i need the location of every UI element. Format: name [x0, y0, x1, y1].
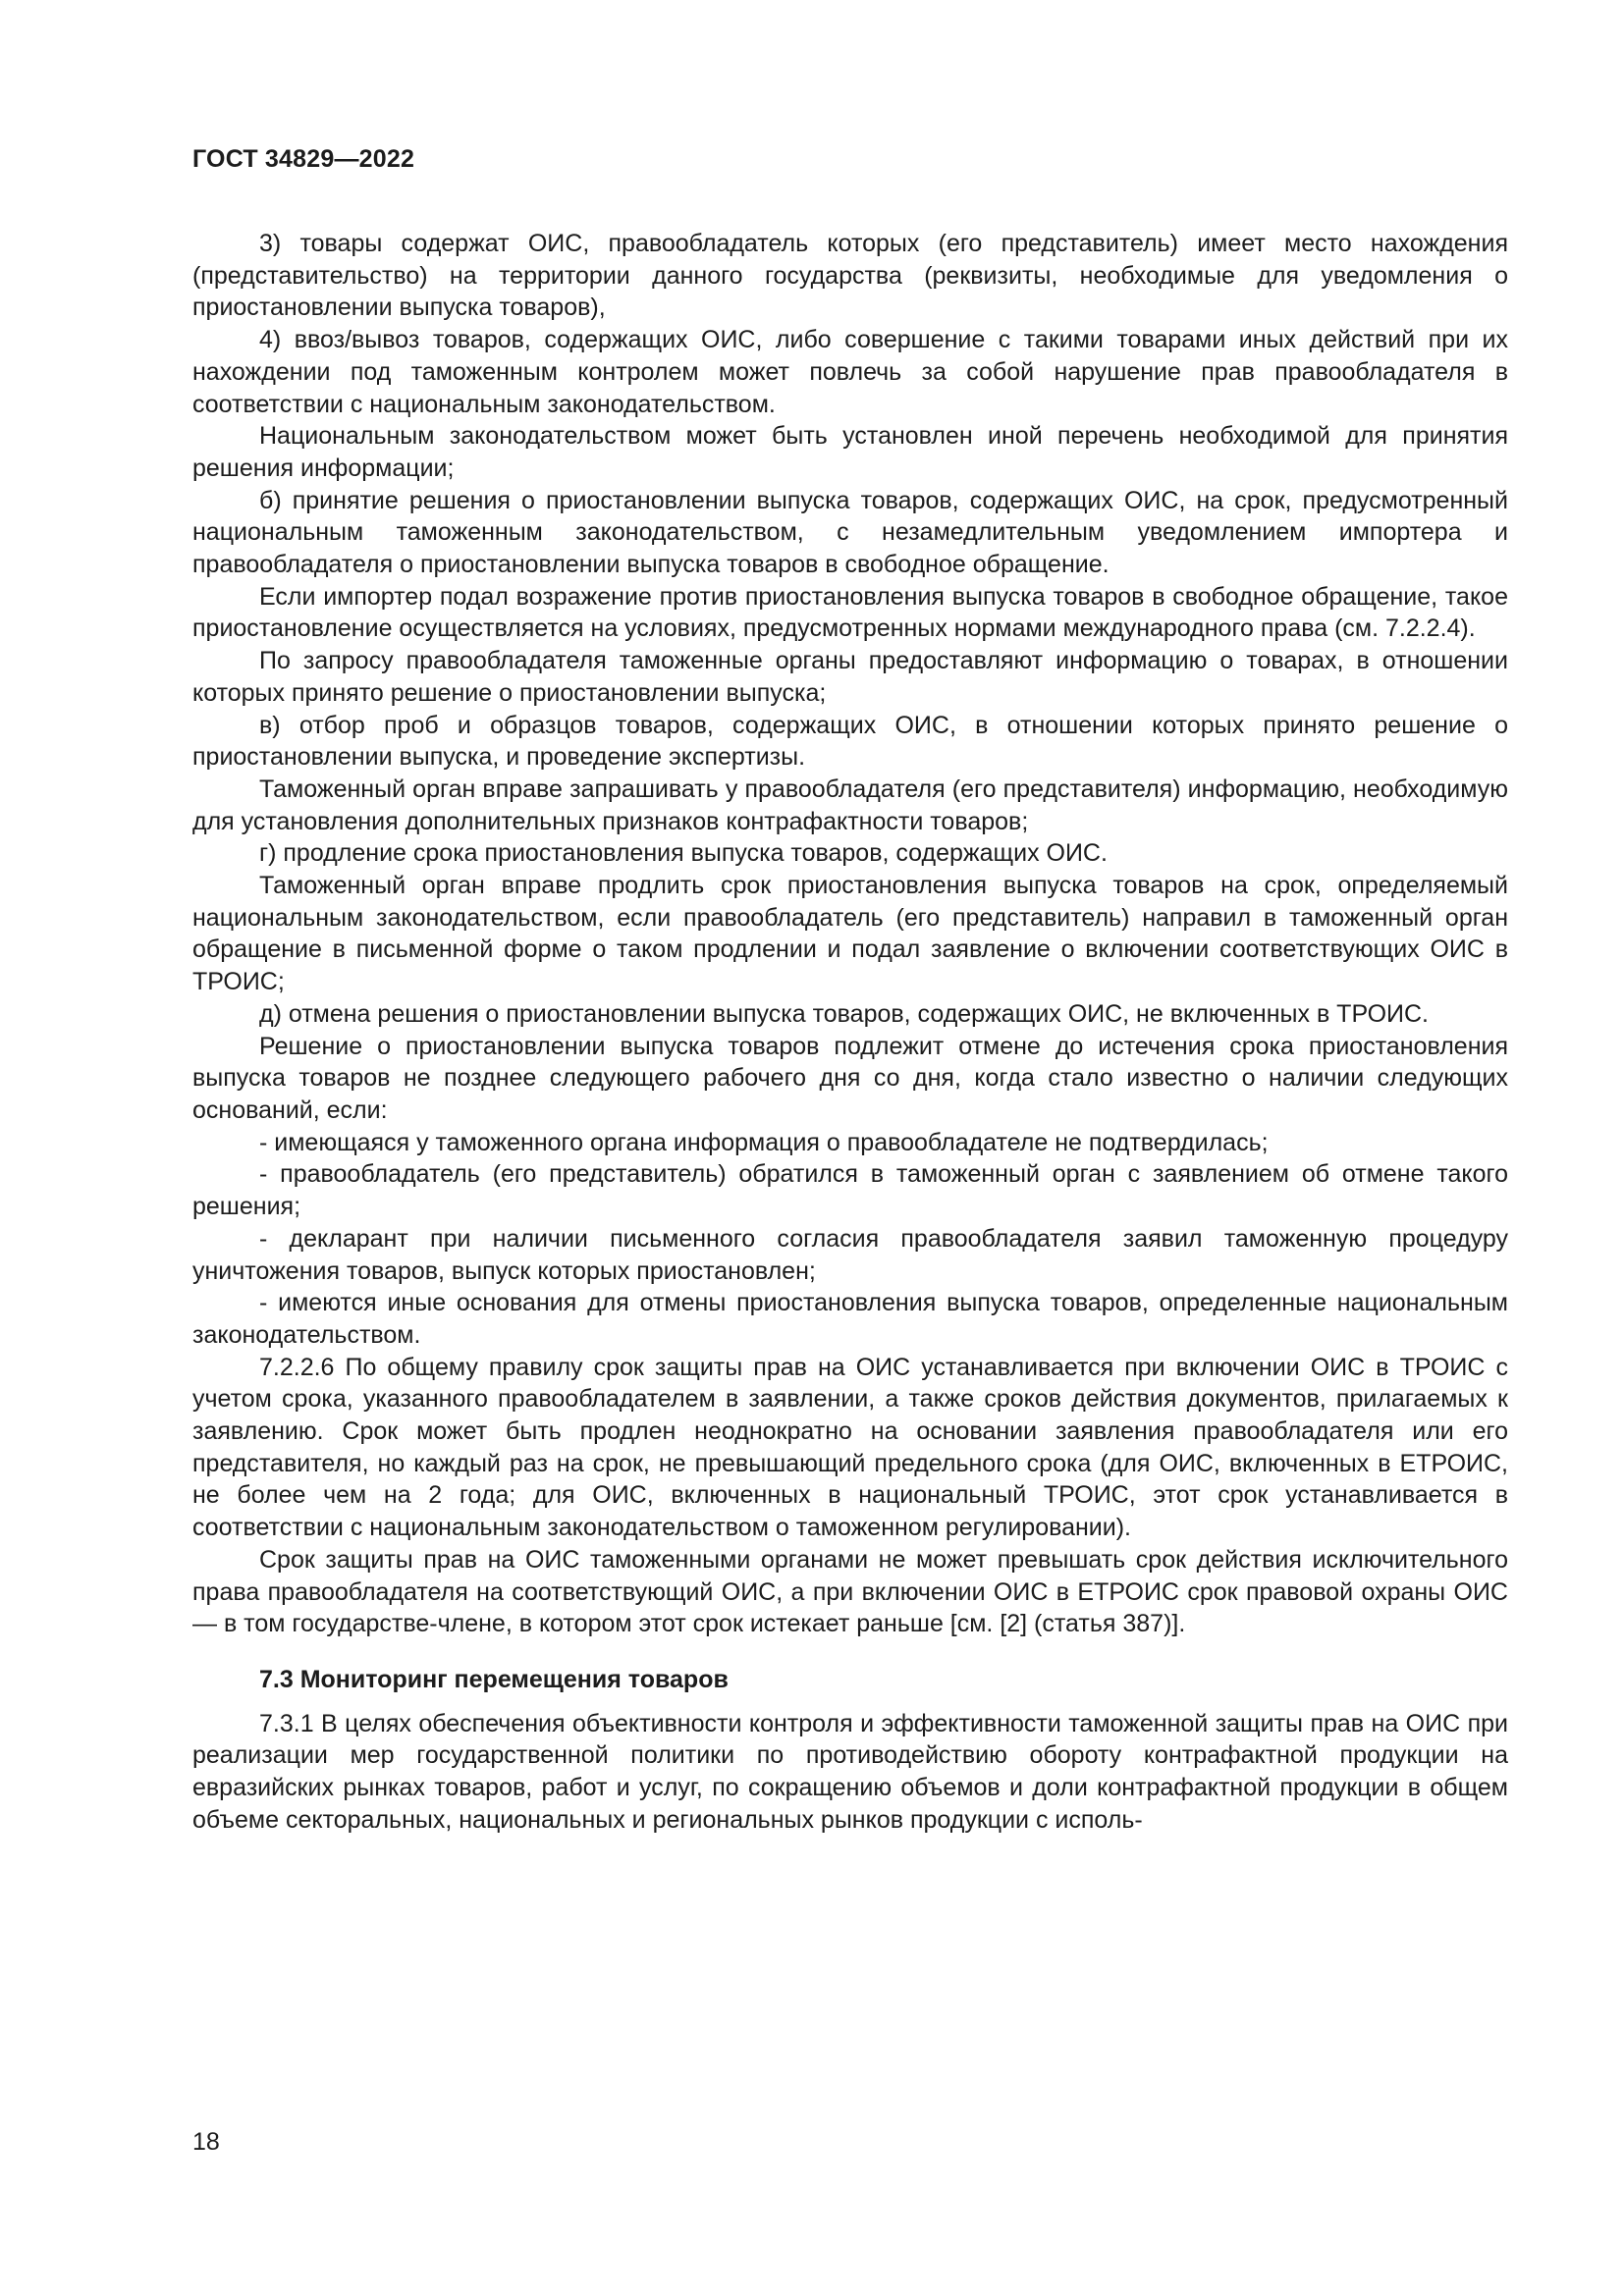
paragraph: 7.2.2.6 По общему правилу срок защиты прав на ОИС устанавливается при включении ОИС в ТРОИС с учетом срока, указанного правообладателем в заявлении, а также сроков действия документов, прилагаемых к заявлению. Срок может быть продлен неоднократно на основании заявления правообладателя или его представителя, но каждый раз на срок, не превышающий предельного срока (для ОИС, включенных в ЕТРОИС, не более чем на 2 года; для ОИС, включенных в национальный ТРОИС, этот срок устанавливается в соответствии с национальным законодательством о таможенном регулировании). — [192, 1353, 1508, 1542]
paragraph: б) принятие решения о приостановлении выпуска товаров, содержащих ОИС, на срок, предусмотренный национальным таможенным законодательством, с незамедлительным уведомлением импортера и правообладателя о приостановлении выпуска товаров в свободное обращение. — [192, 486, 1508, 579]
paragraph: Если импортер подал возражение против приостановления выпуска товаров в свободное обращение, такое приостановление осуществляется на условиях, предусмотренных нормами международного права (см. 7.2.2.4). — [192, 582, 1508, 643]
paragraph: 7.3.1 В целях обеспечения объективности контроля и эффективности таможенной защиты прав на ОИС при реализации мер государственной политики по противодействию обороту контрафактной продукции на евразийских рынках товаров, работ и услуг, по сокращению объемов и доли контрафактной продукции в общем объеме секторальных, национальных и региональных рынков продукции с исполь- — [192, 1709, 1508, 1834]
paragraph: Срок защиты прав на ОИС таможенными органами не может превышать срок действия исключительного права правообладателя на соответствующий ОИС, а при включении ОИС в ЕТРОИС срок правовой охраны ОИС — в том государстве-члене, в котором этот срок истекает раньше [см. [2] (статья 387)]. — [192, 1545, 1508, 1638]
paragraph: 4) ввоз/вывоз товаров, содержащих ОИС, либо совершение с такими товарами иных действий при их нахождении под таможенным контролем может повлечь за собой нарушение прав правообладателя в соответствии с национальным законодательством. — [192, 326, 1508, 418]
paragraph: Таможенный орган вправе запрашивать у правообладателя (его представителя) информацию, необходимую для установления дополнительных признаков контрафактности товаров; — [192, 774, 1508, 835]
document-body — [192, 228, 1508, 1836]
paragraph: Решение о приостановлении выпуска товаров подлежит отмене до истечения срока приостановления выпуска товаров не позднее следующего рабочего дня со дня, когда стало известно о наличии следующих оснований, если: — [192, 1032, 1508, 1124]
paragraph: По запросу правообладателя таможенные органы предоставляют информацию о товарах, в отношении которых принято решение о приостановлении выпуска; — [192, 647, 1508, 707]
document-code-header: ГОСТ 34829—2022 — [192, 145, 415, 173]
paragraph: г) продление срока приостановления выпуска товаров, содержащих ОИС. — [259, 839, 1108, 868]
paragraph: д) отмена решения о приостановлении выпуска товаров, содержащих ОИС, не включенных в ТРОИС. — [259, 999, 1429, 1028]
list-item: - правообладатель (его представитель) обратился в таможенный орган с заявлением об отмене такого решения; — [192, 1160, 1508, 1221]
paragraph: Национальным законодательством может быть установлен иной перечень необходимой для принятия решения информации; — [192, 422, 1508, 482]
page-number: 18 — [192, 2128, 220, 2156]
list-item: - имеются иные основания для отмены приостановления выпуска товаров, определенные национальным законодательством. — [192, 1289, 1508, 1349]
paragraph: Таможенный орган вправе продлить срок приостановления выпуска товаров на срок, определяемый национальным законодательством, если правообладатель (его представитель) направил в таможенный орган обращение в письменной форме о таком продлении и подал заявление о включении соответствующих ОИС в ТРОИС; — [192, 872, 1508, 996]
paragraph: 3) товары содержат ОИС, правообладатель которых (его представитель) имеет место нахождения (представительство) на территории данного государства (реквизиты, необходимые для уведомления о приостановлении выпуска товаров), — [192, 230, 1508, 322]
paragraph: в) отбор проб и образцов товаров, содержащих ОИС, в отношении которых принято решение о приостановлении выпуска, и проведение экспертизы. — [192, 711, 1508, 772]
list-item: - декларант при наличии письменного согласия правообладателя заявил таможенную процедуру уничтожения товаров, выпуск которых приостановлен; — [192, 1224, 1508, 1285]
list-item: - имеющаяся у таможенного органа информация о правообладателе не подтвердилась; — [259, 1128, 1269, 1156]
section-heading: 7.3 Мониторинг перемещения товаров — [259, 1665, 729, 1693]
